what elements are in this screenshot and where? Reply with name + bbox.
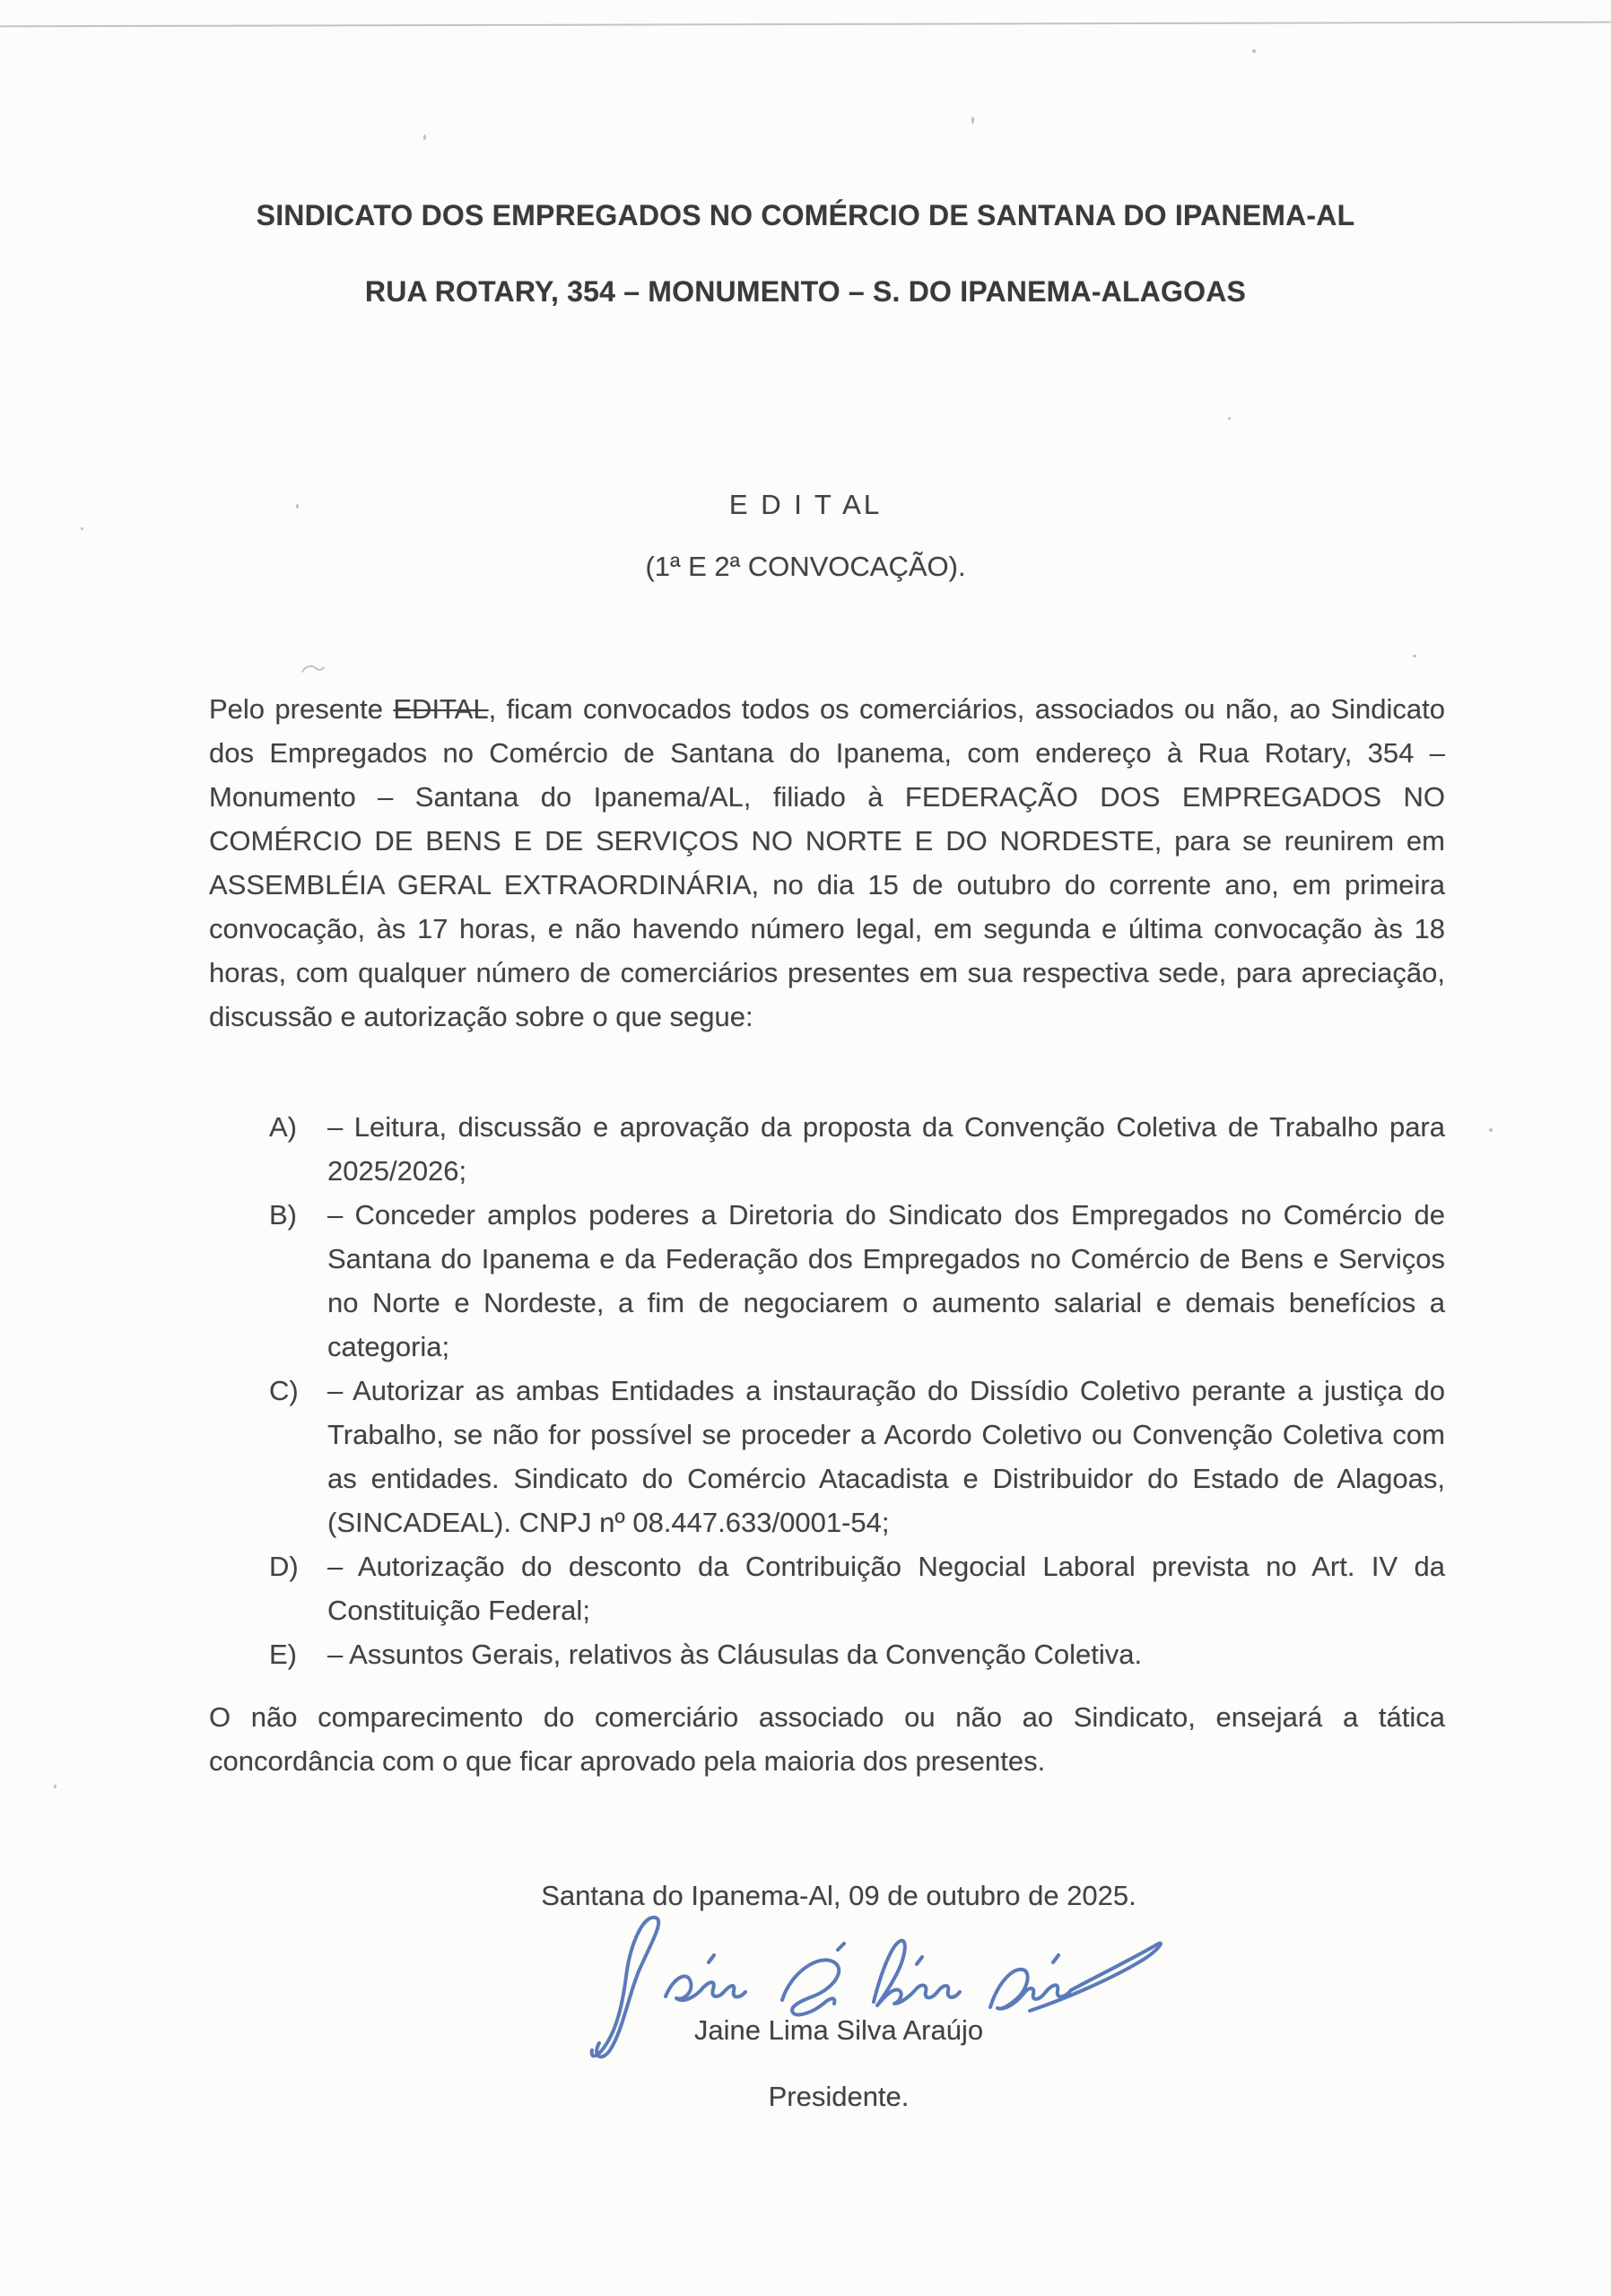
- list-item-e: [269, 1632, 1445, 1676]
- intro-text-before: Pelo presente: [209, 693, 394, 725]
- scan-speck: [1228, 417, 1231, 420]
- closing-paragraph: O não comparecimento do comerciário associado ou não ao Sindicato, ensejará a tática concordância com o que ficar aprovado pela maioria dos presentes.: [209, 1701, 1445, 1777]
- list-item-text: – Leitura, discussão e aprovação da proposta da Convenção Coletiva de Trabalho para 2025/2026;: [327, 1111, 1445, 1187]
- list-item-label: C): [269, 1375, 299, 1406]
- letterhead-line-2: RUA ROTARY, 354 – MONUMENTO – S. DO IPANEMA-ALAGOAS: [364, 275, 1247, 308]
- scan-speck: [81, 527, 83, 530]
- list-item-text: – Assuntos Gerais, relativos às Cláusulas da Convenção Coletiva.: [327, 1639, 1143, 1670]
- list-item-label: A): [269, 1111, 297, 1143]
- list-item-text: – Autorizar as ambas Entidades a instauração do Dissídio Coletivo perante a justiça do Trabalho, se não for possível se proceder a Acordo Coletivo ou Convenção Coletiva com as entidades. Sindicato do Comércio Atacadista e Distribuidor do Estado de Alagoas, (SINCADEAL). CNPJ nº 08.447.633/0001-54;: [327, 1375, 1445, 1538]
- list-item-text: – Conceder amplos poderes a Diretoria do Sindicato dos Empregados no Comércio de Santana do Ipanema e da Federação dos Empregados no Comércio de Bens e Serviços no Norte e Nordeste, a fim de negociarem o aumento salarial e demais benefícios a categoria;: [327, 1199, 1445, 1362]
- handwritten-signature: [565, 1909, 1184, 2079]
- intro-text-struck: EDITAL: [393, 693, 489, 725]
- document-subtitle: (1ª E 2ª CONVOCAÇÃO).: [645, 551, 966, 582]
- signer-name: Jaine Lima Silva Araújo: [693, 2014, 984, 2046]
- signature-ink-icon: [565, 1909, 1184, 2079]
- intro-text-after: , ficam convocados todos os comerciários, associados ou não, ao Sindicato dos Empregados no Comércio de Santana do Ipanema, com endereço à Rua Rotary, 354 – Monumento – Santana do Ipanema/AL, filiado à FEDERAÇÃO DOS EMPREGADOS NO COMÉRCIO DE BENS E DE SERVIÇOS NO NORTE E DO NORDESTE, para se reunirem em ASSEMBLÉIA GERAL EXTRAORDINÁRIA, no dia 15 de outubro do corrente ano, em primeira convocação, às 17 horas, e não havendo número legal, em segunda e última convocação às 18 horas, com qualquer número de comerciários presentes em sua respectiva sede, para apreciação, discussão e autorização sobre o que segue:: [209, 693, 1445, 1032]
- scan-speck: [54, 1785, 57, 1788]
- list-item-d: [269, 1544, 1445, 1632]
- scan-speck: [423, 135, 426, 140]
- scan-speck: [1489, 1128, 1493, 1132]
- agenda-list: [269, 1105, 1445, 1676]
- list-item-a: [269, 1105, 1445, 1193]
- scan-artifact-line: [0, 22, 1611, 28]
- scan-speck: [1252, 49, 1256, 53]
- document-title: E D I T AL: [728, 489, 883, 520]
- scan-speck: [971, 117, 974, 124]
- list-item-label: B): [269, 1199, 297, 1231]
- intro-paragraph: [209, 687, 1445, 1039]
- list-item-label: D): [269, 1551, 299, 1582]
- list-item-b: [269, 1193, 1445, 1369]
- list-item-c: [269, 1369, 1445, 1544]
- list-item-text: – Autorização do desconto da Contribuição Negocial Laboral prevista no Art. IV da Constituição Federal;: [327, 1551, 1445, 1626]
- scan-speck: [1413, 655, 1416, 657]
- letterhead-line-1: SINDICATO DOS EMPREGADOS NO COMÉRCIO DE SANTANA DO IPANEMA-AL: [256, 199, 1355, 231]
- list-item-label: E): [269, 1639, 297, 1670]
- stray-pen-mark: [301, 664, 325, 674]
- signer-role: Presidente.: [768, 2081, 910, 2112]
- date-line: Santana do Ipanema-Al, 09 de outubro de 2025.: [541, 1880, 1136, 1911]
